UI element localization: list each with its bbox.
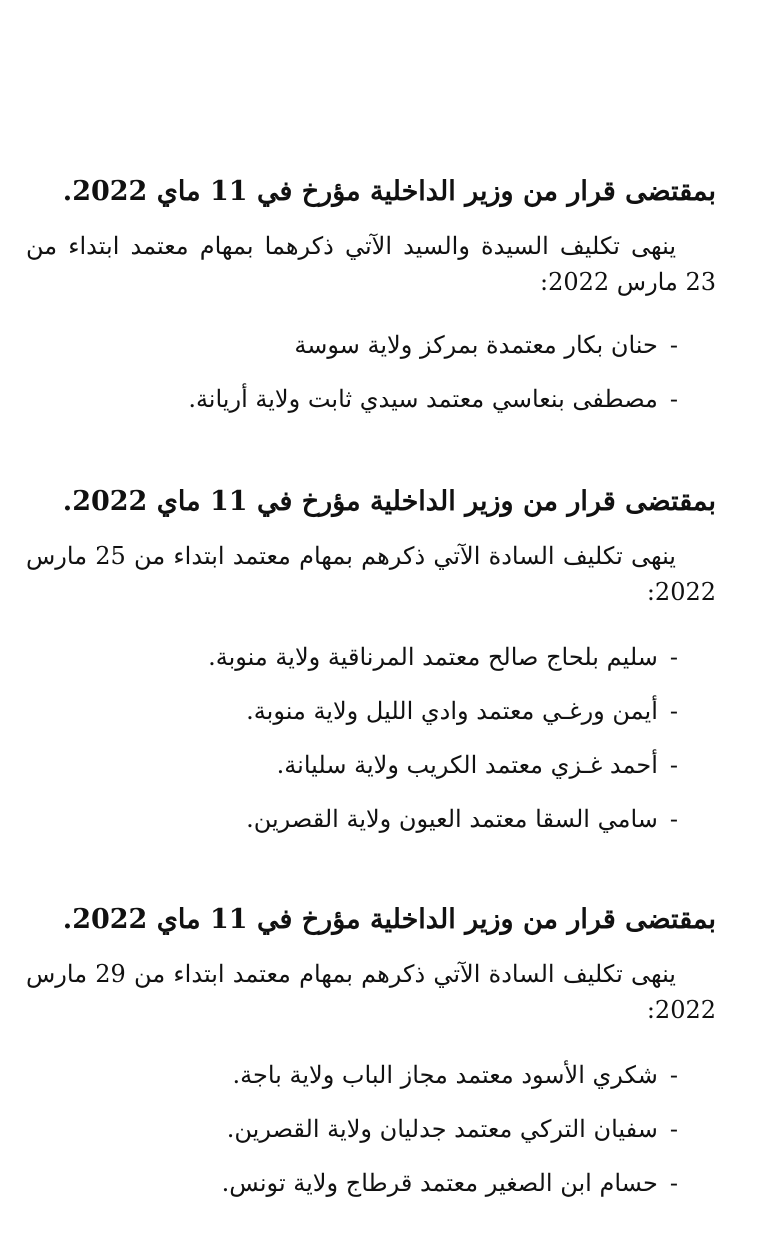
list-item-text: مصطفى بنعاسي معتمد سيدي ثابت ولاية أريانة. — [188, 385, 658, 413]
bullet-dash: - — [669, 1169, 678, 1197]
bullet-dash: - — [669, 1115, 678, 1143]
bullet-dash: - — [669, 805, 678, 833]
decree-paragraph — [26, 538, 716, 610]
decree-items-list — [78, 318, 678, 426]
bullet-dash: - — [669, 385, 678, 413]
list-item-text: سفيان التركي معتمد جدليان ولاية القصرين. — [226, 1115, 658, 1143]
list-item-text: أيمن ورغـي معتمد وادي الليل ولاية منوبة. — [246, 697, 658, 725]
decree-items-list — [78, 630, 678, 846]
bullet-dash: - — [669, 331, 678, 359]
decree-heading: بمقتضى قرار من وزير الداخلية مؤرخ في 11 ماي 2022. — [62, 176, 716, 207]
bullet-dash: - — [669, 697, 678, 725]
list-item-text: أحمد غـزي معتمد الكريب ولاية سليانة. — [276, 751, 658, 779]
list-item — [78, 1102, 678, 1156]
list-item-text: سليم بلحاج صالح معتمد المرناقية ولاية منوبة. — [208, 643, 658, 671]
decree-paragraph-text: ينهى تكليف السادة الآتي ذكرهم بمهام معتمد ابتداء من 25 مارس 2022: — [26, 542, 716, 606]
list-item — [78, 1156, 678, 1210]
decree-paragraph — [26, 228, 716, 300]
decree-paragraph — [26, 956, 716, 1028]
decree-heading: بمقتضى قرار من وزير الداخلية مؤرخ في 11 ماي 2022. — [62, 486, 716, 517]
decree-paragraph-text: ينهى تكليف السادة الآتي ذكرهم بمهام معتمد ابتداء من 29 مارس 2022: — [26, 960, 716, 1024]
list-item-text: سامي السقا معتمد العيون ولاية القصرين. — [246, 805, 658, 833]
list-item-text: حنان بكار معتمدة بمركز ولاية سوسة — [294, 331, 658, 359]
bullet-dash: - — [669, 1061, 678, 1089]
decree-paragraph-text: ينهى تكليف السيدة والسيد الآتي ذكرهما بمهام معتمد ابتداء من 23 مارس 2022: — [26, 232, 716, 296]
list-item — [78, 630, 678, 684]
list-item — [78, 738, 678, 792]
decree-items-list — [78, 1048, 678, 1210]
bullet-dash: - — [669, 643, 678, 671]
list-item-text: حسام ابن الصغير معتمد قرطاج ولاية تونس. — [221, 1169, 658, 1197]
bullet-dash: - — [669, 751, 678, 779]
list-item — [78, 372, 678, 426]
list-item — [78, 1048, 678, 1102]
list-item-text: شكري الأسود معتمد مجاز الباب ولاية باجة. — [232, 1061, 658, 1089]
list-item — [78, 792, 678, 846]
decree-heading: بمقتضى قرار من وزير الداخلية مؤرخ في 11 ماي 2022. — [62, 904, 716, 935]
list-item — [78, 684, 678, 738]
list-item — [78, 318, 678, 372]
